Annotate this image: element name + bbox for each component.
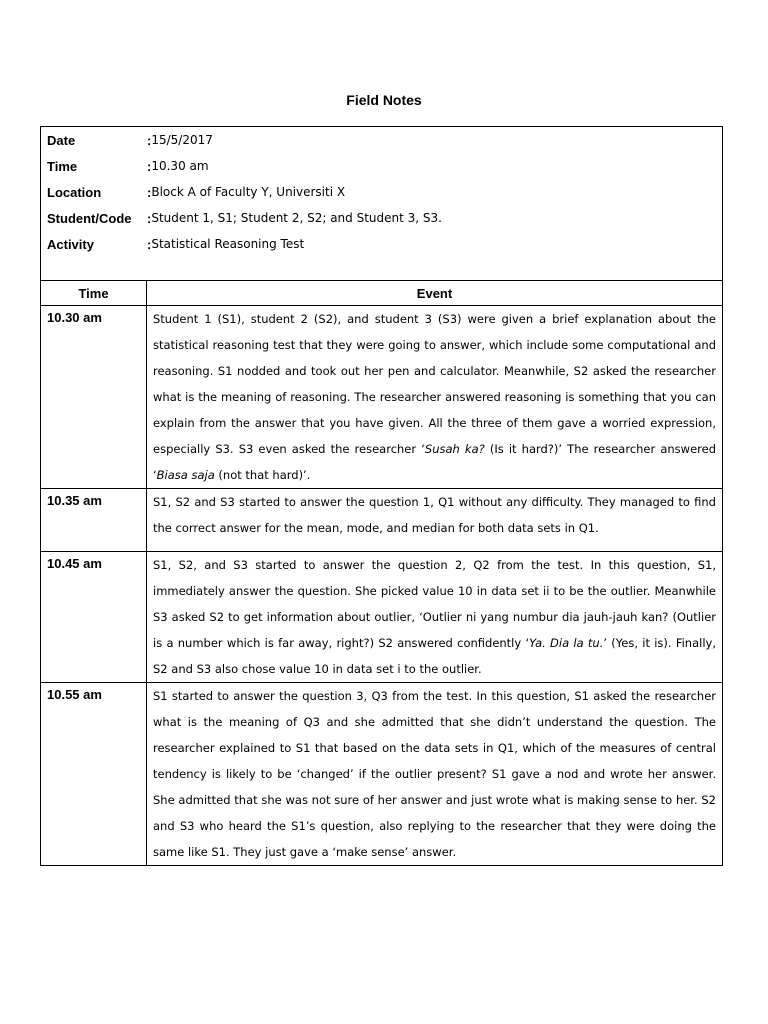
document-title: Field Notes: [346, 92, 422, 108]
event-quote-italic: Ya. Dia la tu.: [529, 636, 604, 650]
activity-label: Activity: [47, 236, 94, 252]
time-value: 10.30 am: [151, 159, 209, 173]
row-event: [147, 489, 723, 552]
student-code-label: Student/Code: [47, 210, 132, 226]
event-text-part: Student 1 (S1), student 2 (S2), and student 3 (S3) were given a brief explanation about the statistical reasoning test that they were going to answer, which include some computational and reasoning. S1 nodded and took out her pen and calculator. Meanwhile, S2 asked the researcher what is the meaning of reasoning. The researcher answered reasoning is something that you can explain from the answer that you have given. All the three of them gave a worried expression, especially S3. S3 even asked the researcher ‘: [153, 312, 716, 456]
date-colon: :: [147, 132, 152, 148]
field-notes-table: [40, 126, 723, 866]
row-event: [147, 683, 723, 866]
activity-value: Statistical Reasoning Test: [151, 237, 305, 251]
row-time: 10.30 am: [41, 306, 147, 489]
location-value: Block A of Faculty Y, Universiti X: [151, 185, 346, 199]
event-text-part: (not that hard)’.: [214, 468, 311, 482]
location-label: Location: [47, 184, 102, 200]
table-row: [41, 306, 723, 489]
event-text-part: (Is it hard?)’ The researcher answered ‘: [153, 442, 717, 482]
event-quote-italic: Biasa saja: [156, 468, 215, 482]
table-row: [41, 683, 723, 866]
info-cell: [41, 127, 723, 281]
info-row-student: [47, 205, 716, 231]
info-row-time: [47, 153, 716, 179]
event-text-part: S1, S2 and S3 started to answer the question 1, Q1 without any difficulty. They managed to find the correct answer for the mean, mode, and median for both data sets in Q1.: [153, 495, 716, 535]
row-time: 10.55 am: [41, 683, 147, 866]
time-column-header: Time: [41, 281, 147, 306]
event-text: [153, 552, 716, 682]
table-row: [41, 552, 723, 683]
event-text-part: S1 started to answer the question 3, Q3 from the test. In this question, S1 asked the researcher what is the meaning of Q3 and she admitted that she didn’t understand the question. The researcher explained to S1 that based on the data sets in Q1, which of the measures of central tendency is likely to be ‘changed’ if the outlier present? S1 gave a nod and wrote her answer. She admitted that she was not sure of her answer and just wrote what is making sense to her. S2 and S3 who heard the S1’s question, also replying to the researcher that they were doing the same like S1. They just gave a ‘make sense’ answer.: [153, 689, 716, 859]
info-section: [41, 127, 723, 281]
row-time: 10.35 am: [41, 489, 147, 552]
event-text-part: ’ (Yes, it is). Finally, S2 and S3 also chose value 10 in data set i to the outlier.: [153, 636, 716, 676]
date-value: 15/5/2017: [151, 133, 213, 147]
time-colon: :: [147, 158, 152, 174]
event-column-header: Event: [147, 281, 723, 306]
activity-colon: :: [147, 236, 152, 252]
location-colon: :: [147, 184, 152, 200]
table-row: [41, 489, 723, 552]
student-code-value: Student 1, S1; Student 2, S2; and Student 3, S3.: [151, 211, 442, 225]
time-label: Time: [47, 158, 78, 174]
event-text: [153, 683, 716, 865]
info-row-date: [47, 127, 716, 153]
student-code-colon: :: [147, 210, 152, 226]
event-text-part: S1, S2, and S3 started to answer the question 2, Q2 from the test. In this question, S1, immediately answer the question. She picked value 10 in data set ii to be the outlier. Meanwhile S3 asked S2 to get information about outlier, ‘Outlier ni yang numbur dia jauh-jauh kan? (Outlier is a number which is far away, right?) S2 answered confidently ‘: [153, 558, 716, 650]
table-header-row: [41, 281, 723, 306]
row-event: [147, 306, 723, 489]
row-event: [147, 552, 723, 683]
event-text: [153, 489, 716, 541]
event-text: [153, 306, 716, 488]
info-row-activity: [47, 231, 716, 257]
date-label: Date: [47, 132, 76, 148]
info-row-location: [47, 179, 716, 205]
event-quote-italic: Susah ka?: [424, 442, 485, 456]
row-time: 10.45 am: [41, 552, 147, 683]
